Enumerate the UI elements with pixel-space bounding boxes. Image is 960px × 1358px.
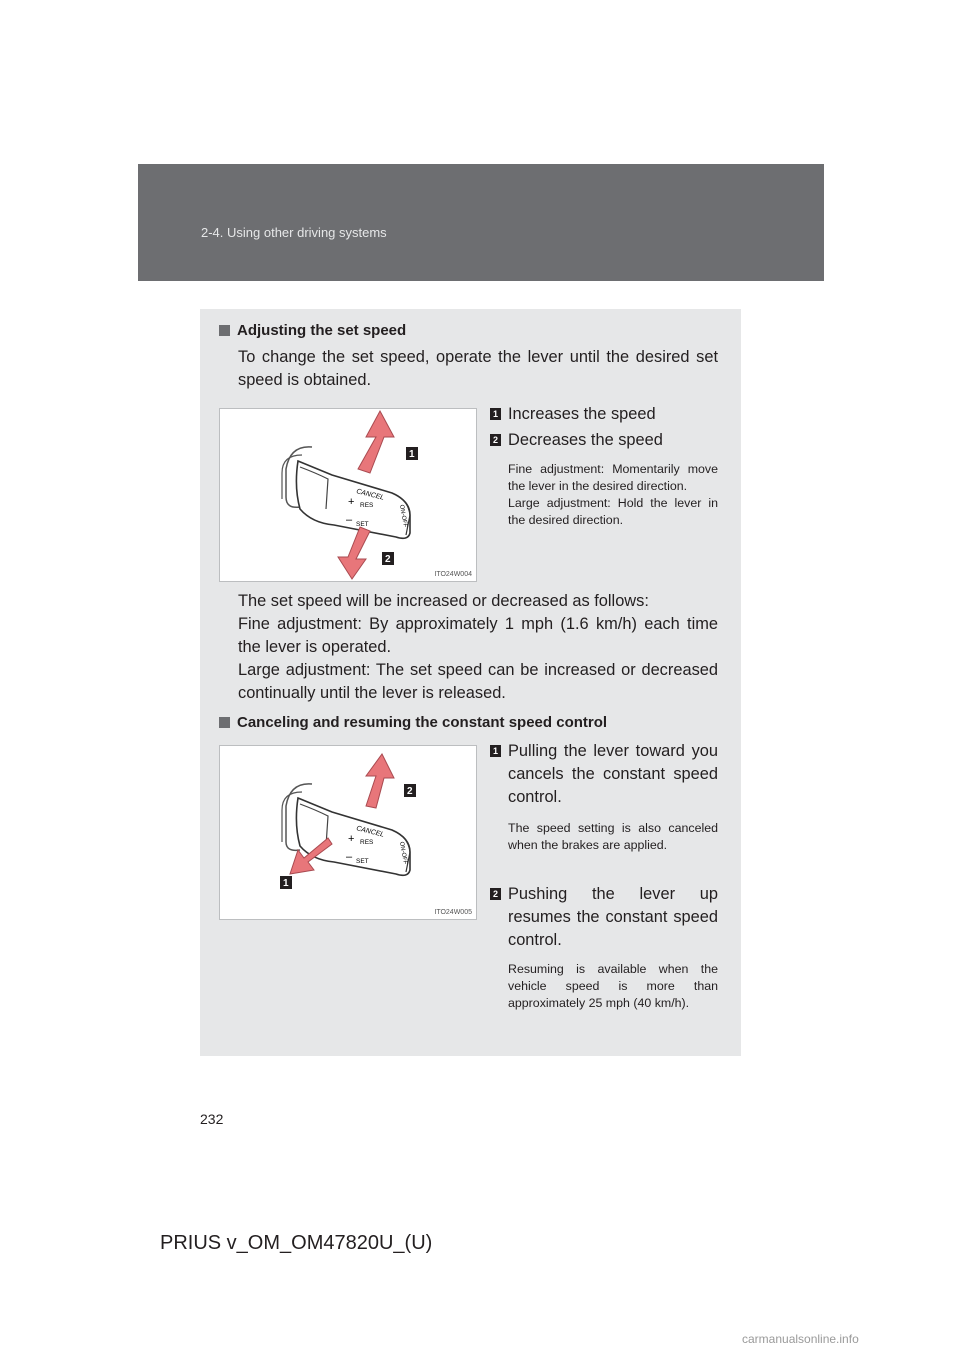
adjust-intro: To change the set speed, operate the lever until the desired set speed is obtained. <box>238 348 718 389</box>
callout-decrease <box>490 429 718 452</box>
callout-number-2: 2 <box>490 888 501 900</box>
callout-number-2: 2 <box>490 434 501 446</box>
onoff-label: ON-OFF <box>398 841 408 865</box>
arrow-up-icon <box>366 754 394 808</box>
adjust-heading <box>219 322 406 339</box>
callout-decrease-text: Decreases the speed <box>508 431 663 449</box>
callout-2-text: 2 <box>407 786 413 797</box>
adjust-heading-text: Adjusting the set speed <box>237 322 407 339</box>
plus-label: + <box>348 496 355 508</box>
callout-increase-text: Increases the speed <box>508 405 656 423</box>
onoff-label: ON-OFF <box>398 504 408 528</box>
cancel-label: CANCEL <box>355 488 385 502</box>
set-label: SET <box>356 858 369 865</box>
res-label: RES <box>360 839 374 846</box>
callout-resume <box>490 883 718 952</box>
lever-figure-adjust <box>219 408 477 582</box>
callout-increase <box>490 403 718 426</box>
cancel-note: The speed setting is also canceled when the brakes are applied. <box>508 821 718 852</box>
minus-label: – <box>346 851 353 863</box>
adjust-para-2: Fine adjustment: By approximately 1 mph (1.6 km/h) each time the lever is operated. <box>238 615 718 656</box>
page-number: 232 <box>200 1111 224 1127</box>
square-bullet-icon <box>219 717 230 728</box>
section-title: 2-4. Using other driving systems <box>201 225 387 240</box>
adjust-para-1: The set speed will be increased or decreased as follows: <box>238 592 649 610</box>
figure-code: ITO24W004 <box>434 571 472 578</box>
adjust-note: Fine adjustment: Momentarily move the lever in the desired direction. Large adjustment: Hold the lever in the desired direction. <box>508 462 718 527</box>
adjust-para-3: Large adjustment: The set speed can be increased or decreased continually until the lever is released. <box>238 661 718 702</box>
footer-code: PRIUS v_OM_OM47820U_(U) <box>160 1232 433 1254</box>
lever-figure-cancel <box>219 745 477 920</box>
cancel-label: CANCEL <box>355 825 385 839</box>
callout-cancel-text: Pulling the lever toward you cancels the constant speed control. <box>508 742 718 806</box>
callout-resume-text: Pushing the lever up resumes the constant speed control. <box>508 885 718 949</box>
callout-1-text: 1 <box>409 449 415 460</box>
callout-2-text: 2 <box>385 554 391 565</box>
figure-code: ITO24W005 <box>434 909 472 916</box>
callout-number-1: 1 <box>490 745 501 757</box>
steering-lever-illustration <box>220 746 476 919</box>
arrow-down-icon <box>338 527 370 579</box>
arrow-up-icon <box>358 411 394 473</box>
callout-1-text: 1 <box>283 878 289 889</box>
square-bullet-icon <box>219 325 230 336</box>
set-label: SET <box>356 521 369 528</box>
steering-lever-illustration <box>220 409 476 581</box>
header-band <box>138 164 824 281</box>
callout-number-1: 1 <box>490 408 501 420</box>
minus-label: – <box>346 514 353 526</box>
res-label: RES <box>360 502 374 509</box>
watermark[interactable]: carmanualsonline.info <box>742 1332 859 1346</box>
plus-label: + <box>348 833 355 845</box>
cancel-heading-text: Canceling and resuming the constant speed control <box>237 714 608 731</box>
resume-note: Resuming is available when the vehicle speed is more than approximately 25 mph (40 km/h). <box>508 962 718 1010</box>
callout-cancel <box>490 740 718 809</box>
cancel-heading <box>219 714 607 731</box>
